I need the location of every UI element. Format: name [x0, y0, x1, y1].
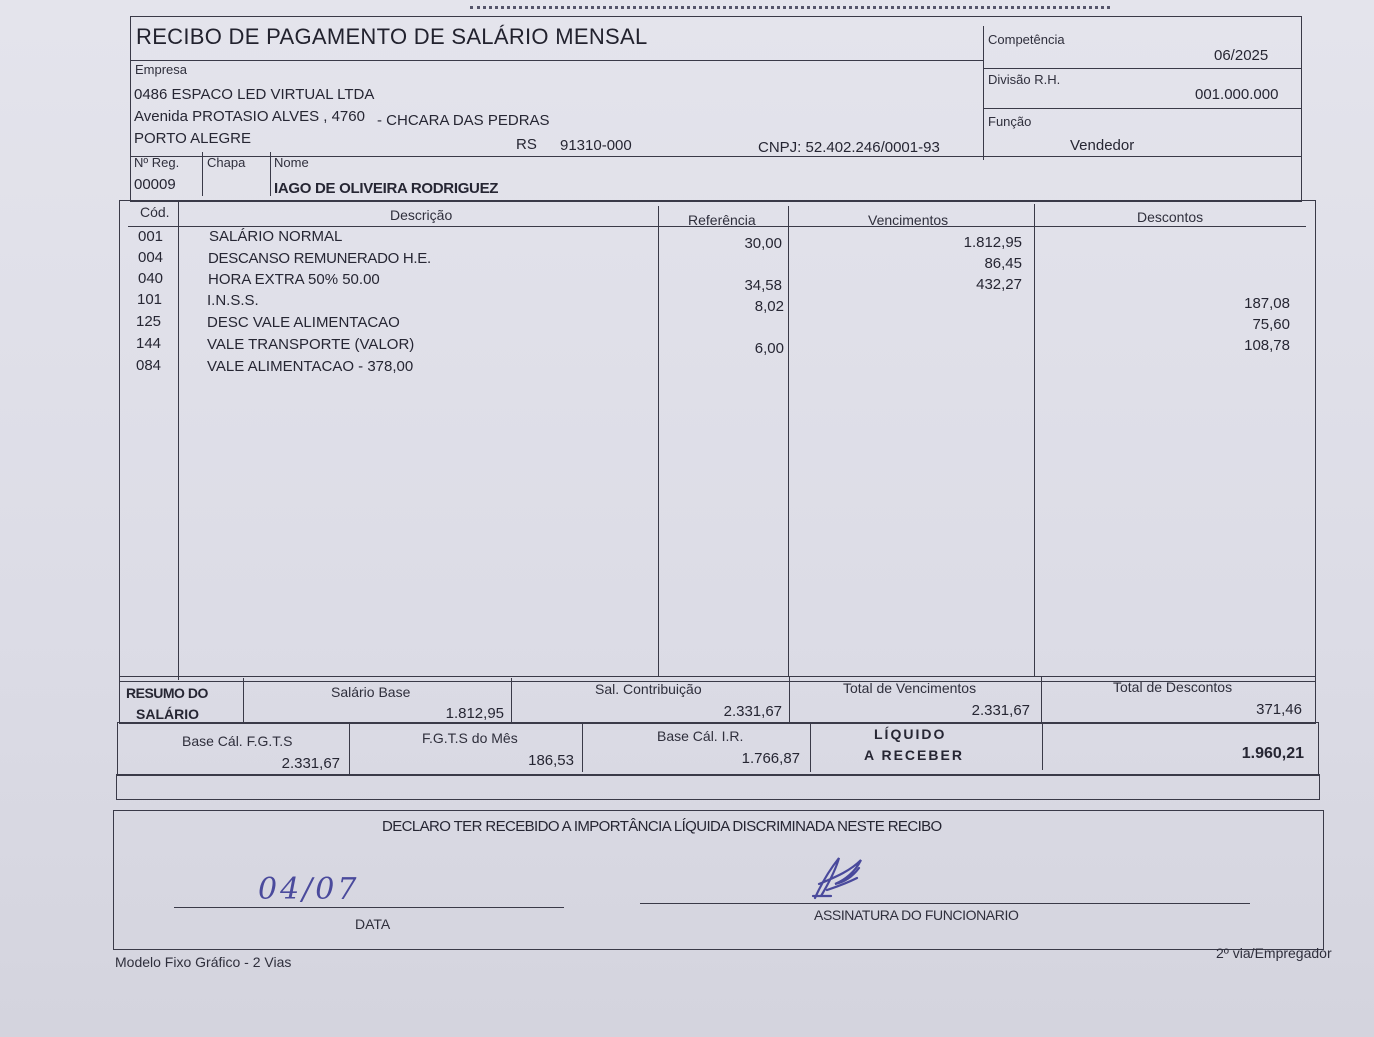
ir-base-label: Base Cál. I.R.: [657, 728, 744, 744]
row-cod: 144: [136, 335, 162, 352]
row-vencimento: 1.812,95: [963, 234, 1022, 251]
row-vencimento: 432,27: [976, 276, 1022, 293]
liquido-label-2: A RECEBER: [864, 747, 964, 763]
empresa-cnpj: CNPJ: 52.402.246/0001-93: [758, 139, 940, 156]
col-venc-divider: [1034, 204, 1035, 676]
total-descontos-value: 371,46: [1256, 701, 1302, 718]
row-cod: 125: [136, 313, 162, 330]
row-cod: 101: [137, 291, 163, 308]
row-descricao: DESC VALE ALIMENTACAO: [207, 314, 400, 331]
col-desc-total-header: Descontos: [1137, 209, 1204, 225]
total-vencimentos-value: 2.331,67: [971, 702, 1030, 719]
row-descricao: VALE TRANSPORTE (VALOR): [207, 336, 415, 353]
sal-contribuicao-label: Sal. Contribuição: [595, 681, 702, 697]
col-venc-header: Vencimentos: [868, 212, 949, 228]
funcao-value: Vendedor: [1070, 137, 1135, 154]
col-cod-divider: [178, 202, 179, 680]
row-cod: 040: [138, 270, 164, 287]
liquido-value: 1.960,21: [1241, 745, 1304, 762]
row-cod: 004: [138, 249, 164, 266]
col-ref-header: Referência: [688, 212, 756, 228]
page-title: RECIBO DE PAGAMENTO DE SALÁRIO MENSAL: [136, 24, 648, 49]
row-descricao: VALE ALIMENTACAO - 378,00: [207, 358, 414, 375]
row-desconto: 75,60: [1252, 316, 1290, 333]
row-cod: 084: [136, 357, 162, 374]
bases-divider-2: [582, 724, 583, 772]
resumo-label-1: RESUMO DO: [126, 685, 208, 701]
empresa-state: RS: [516, 136, 537, 153]
sal-contribuicao-value: 2.331,67: [723, 703, 782, 720]
row-referencia: 34,58: [744, 277, 782, 294]
empresa-address: Avenida PROTASIO ALVES , 4760: [134, 108, 365, 125]
total-descontos-label: Total de Descontos: [1113, 679, 1233, 695]
col-desc-header: Descrição: [390, 207, 453, 223]
competencia-label: Competência: [988, 32, 1065, 47]
resumo-divider-1: [243, 678, 244, 722]
row-descricao: DESCANSO REMUNERADO H.E.: [208, 250, 431, 267]
fgts-mes-value: 186,53: [528, 752, 574, 769]
fgts-mes-label: F.G.T.S do Mês: [422, 730, 518, 746]
row-descricao: HORA EXTRA 50% 50.00: [208, 271, 380, 288]
reg-label: Nº Reg.: [134, 155, 180, 170]
empresa-city: PORTO ALEGRE: [134, 130, 251, 147]
perforation: [470, 6, 1110, 9]
date-line: [174, 907, 564, 908]
ir-base-value: 1.766,87: [741, 750, 800, 767]
blank-strip: [116, 774, 1320, 800]
empresa-district: - CHCARA DAS PEDRAS: [377, 112, 550, 129]
empresa-name: 0486 ESPACO LED VIRTUAL LTDA: [134, 86, 375, 103]
footer-model: Modelo Fixo Gráfico - 2 Vias: [115, 954, 292, 970]
row-referencia: 8,02: [754, 298, 784, 315]
bases-divider-1: [349, 724, 350, 774]
competencia-underline: [983, 68, 1301, 69]
resumo-divider-2: [511, 678, 512, 722]
resumo-divider-3: [789, 676, 790, 722]
footer-via: 2º via/Empregador: [1216, 945, 1332, 961]
employee-name: IAGO DE OLIVEIRA RODRIGUEZ: [274, 180, 499, 197]
reg-divider: [202, 152, 203, 196]
empresa-cep: 91310-000: [560, 137, 632, 154]
header-divider: [983, 26, 984, 160]
declaration-text: DECLARO TER RECEBIDO A IMPORTÂNCIA LÍQUIDA DISCRIMINADA NESTE RECIBO: [382, 818, 942, 835]
row-desconto: 108,78: [1244, 337, 1290, 354]
row-referencia: 6,00: [754, 340, 784, 357]
resumo-divider-4: [1041, 676, 1042, 722]
row-descricao: I.N.S.S.: [207, 292, 259, 309]
signature-line: [640, 903, 1250, 904]
row-descricao: SALÁRIO NORMAL: [209, 228, 343, 245]
row-desconto: 187,08: [1244, 295, 1290, 312]
col-cod-header: Cód.: [140, 204, 170, 220]
salario-base-value: 1.812,95: [445, 705, 504, 722]
col-desc-divider: [658, 206, 659, 676]
chapa-divider: [270, 152, 271, 196]
signature-scribble: [805, 850, 875, 906]
empresa-label: Empresa: [135, 62, 188, 77]
col-ref-divider: [788, 206, 789, 676]
chapa-label: Chapa: [207, 155, 246, 170]
row-referencia: 30,00: [744, 235, 782, 252]
fgts-base-value: 2.331,67: [281, 755, 340, 772]
date-label: DATA: [355, 916, 391, 932]
liquido-label-1: LÍQUIDO: [874, 726, 947, 742]
bases-divider-4: [1042, 722, 1043, 770]
row-cod: 001: [138, 228, 164, 245]
divisao-label: Divisão R.H.: [988, 72, 1061, 87]
row-vencimento: 86,45: [984, 255, 1022, 272]
signature-label: ASSINATURA DO FUNCIONARIO: [814, 907, 1019, 923]
total-vencimentos-label: Total de Vencimentos: [843, 680, 977, 696]
bases-divider-3: [810, 722, 811, 772]
fgts-base-label: Base Cál. F.G.T.S: [182, 733, 293, 749]
funcao-label: Função: [988, 114, 1032, 129]
competencia-value: 06/2025: [1214, 47, 1269, 64]
handwritten-date: 04/07: [258, 872, 360, 907]
title-underline: [131, 60, 983, 61]
resumo-label-2: SALÁRIO: [136, 706, 199, 722]
salario-base-label: Salário Base: [331, 684, 411, 700]
nome-label: Nome: [274, 155, 309, 170]
divisao-value: 001.000.000: [1195, 86, 1279, 103]
reg-value: 00009: [134, 176, 176, 193]
divisao-underline: [983, 108, 1301, 109]
